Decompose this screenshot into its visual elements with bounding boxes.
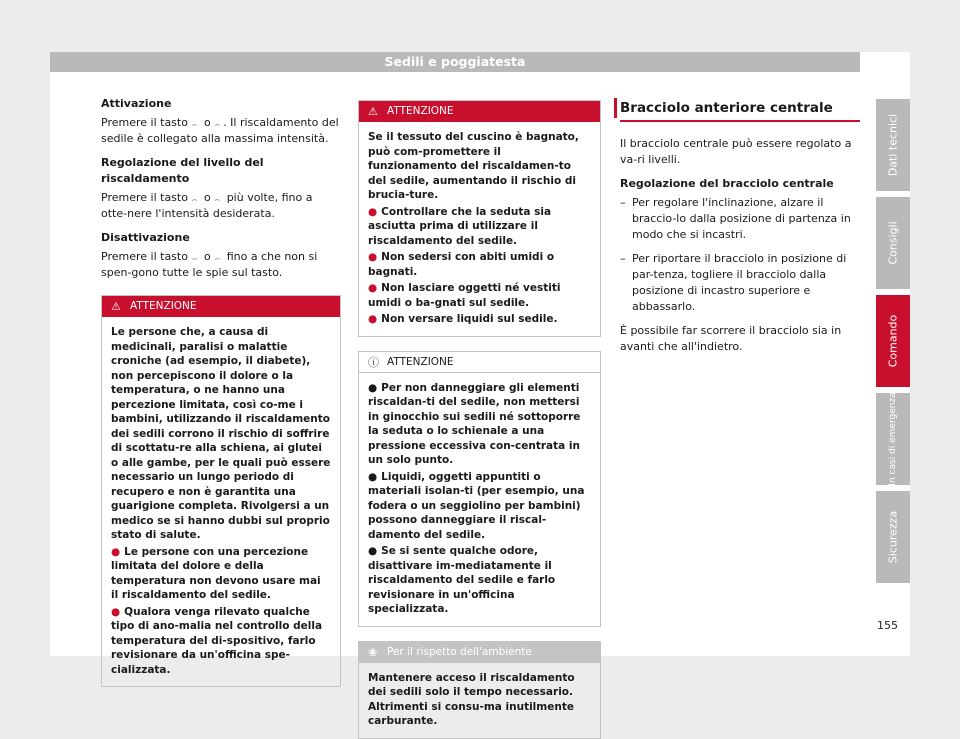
paragraph-activation: Premere il tasto ⌢ o ⌢ . Il riscaldamento del sedile è collegato alla massima intensità.: [101, 116, 339, 145]
seat-heat-right-icon: ⌢: [214, 254, 221, 264]
notice-box: [358, 351, 601, 627]
paragraph-level: Premere il tasto ⌢ o ⌢ più volte, fino a otte-nere l'intensità desiderata.: [101, 191, 313, 220]
bullet-icon: ●: [111, 605, 121, 618]
environment-header: ❀ Per il rispetto dell'ambiente: [359, 642, 600, 663]
page-number: 155: [877, 619, 898, 632]
heading-adjustment: Regolazione del bracciolo centrale: [620, 177, 834, 190]
paragraph-slide: È possibile far scorrere il bracciolo sia in avanti che all'indietro.: [620, 324, 842, 353]
seat-heat-right-icon: ⌢: [214, 120, 221, 130]
bullet-icon: ●: [111, 545, 121, 558]
list-item: ● Se si sente qualche odore, disattivare im-mediatamente il riscaldamento del sedile e farlo revisionare in un'officina specializzata.: [368, 545, 556, 615]
leaf-icon: ❀: [368, 645, 378, 659]
warning-box: [358, 100, 601, 337]
list-item: ● Non versare liquidi sul sedile.: [368, 313, 558, 325]
exclamation-circle-icon: ⓘ: [368, 355, 379, 369]
list-item: ● Non sedersi con abiti umidi o bagnati.: [368, 251, 555, 278]
warning-body: Le persone che, a causa di medicinali, paralisi o malattie croniche (ad esempio, il diabete), non percepiscono il dolore o la temperatura, o ne hanno una percezione limitata, così co-me i bambini, utilizzando il riscaldamento dei sedili corrono il rischio di soffrire di scottatu-re alla schiena, ai glutei o alle gambe, per le quali può essere necessario un lungo periodo di recupero e non è garantita una guarigione completa. Rivolgersi a un medico se si hanno dubbi sul proprio stato di salute. ● Le persone con una percezione limitata del dolore e della temperatura non devono usare mai il riscaldamento del sedile. ● Qualora venga rilevato qualche tipo di ano-malia nel controllo della temperatura del di-spositivo, farlo revisionare da un'officina spe-cializzata.: [111, 326, 331, 676]
list-item: – Per regolare l'inclinazione, alzare il braccio-lo dalla posizione di partenza in modo che si incastri.: [620, 196, 851, 241]
tab-dati-tecnici[interactable]: Dati tecnici: [876, 99, 910, 191]
tab-comando[interactable]: Comando: [876, 295, 910, 387]
column-left: [101, 96, 341, 687]
tab-sicurezza[interactable]: Sicurezza: [876, 491, 910, 583]
page-header: Sedili e poggiatesta: [50, 52, 860, 72]
warning-triangle-icon: ⚠: [111, 300, 121, 313]
column-right: [620, 96, 860, 363]
notice-body: [359, 373, 600, 626]
warning-header: ⚠ ATTENZIONE: [102, 296, 340, 317]
seat-heat-left-icon: ⌢: [191, 254, 198, 264]
list-item: ● Qualora venga rilevato qualche tipo di ano-malia nel controllo della temperatura del di-spositivo, farlo revisionare da un'officina spe-cializzata.: [111, 605, 323, 676]
warning-triangle-icon: ⚠: [368, 105, 378, 118]
list-item: ● Controllare che la seduta sia asciutta prima di utilizzare il riscaldamento del sedile.: [368, 205, 552, 247]
bullet-icon: ●: [368, 470, 378, 483]
warning-box: [101, 295, 341, 687]
bullet-icon: ●: [368, 205, 378, 218]
column-middle: [358, 100, 601, 739]
bullet-icon: ●: [368, 282, 378, 294]
bullet-icon: ●: [368, 251, 378, 263]
heading-level: Regolazione del livello del riscaldamento: [101, 156, 264, 185]
notice-header: ⓘ ATTENZIONE: [359, 352, 600, 373]
paragraph-deactivation: Premere il tasto ⌢ o ⌢ fino a che non si spen-gono tutte le spie sul tasto.: [101, 250, 318, 279]
list-item: ● Non lasciare oggetti né vestiti umidi o ba-gnati sul sedile.: [368, 282, 561, 309]
paragraph-intro: Il bracciolo centrale può essere regolato a va-ri livelli.: [620, 137, 852, 166]
bullet-icon: ●: [368, 381, 378, 394]
seat-heat-left-icon: ⌢: [191, 120, 198, 130]
environment-box: [358, 641, 601, 739]
bullet-icon: ●: [368, 313, 378, 325]
heading-activation: Attivazione: [101, 97, 172, 110]
heading-deactivation: Disattivazione: [101, 231, 190, 244]
tab-consigli[interactable]: Consigli: [876, 197, 910, 289]
seat-heat-right-icon: ⌢: [214, 195, 221, 205]
list-item: ● Le persone con una percezione limitata del dolore e della temperatura non devono usare mai il riscaldamento del sedile.: [111, 545, 321, 601]
list-item: ● Per non danneggiare gli elementi riscaldan-ti del sedile, non mettersi in ginocchio sui sedili né sottoporre la seduta o lo schienale a una pressione eccessiva con-centrata in un solo punto.: [368, 381, 581, 466]
tab-emergenza[interactable]: In casi di emergenza: [876, 393, 910, 485]
section-title: Bracciolo anteriore centrale: [620, 96, 860, 122]
list-item: ● Liquidi, oggetti appuntiti o materiali isolan-ti (per esempio, una fodera o un seggiolino per bambini) possono danneggiare il riscal-damento del sedile.: [368, 470, 585, 541]
seat-heat-left-icon: ⌢: [191, 195, 198, 205]
warning-body: Se il tessuto del cuscino è bagnato, può com-promettere il funzionamento del riscaldamen-to del sedile, aumentando il rischio di brucia-ture. ● Controllare che la seduta sia asciutta prima di utilizzare il riscaldamento del sedile. ● Non sedersi con abiti umidi o bagnati. ● Non lasciare oggetti né vestiti umidi o ba-gnati sul sedile. ● Non versare liquidi sul sedile.: [359, 122, 600, 336]
warning-header: ⚠ ATTENZIONE: [359, 101, 600, 122]
list-item: – Per riportare il bracciolo in posizione di par-tenza, togliere il bracciolo dalla posizione di incastro superiore e abbassarlo.: [620, 252, 847, 313]
environment-body: Mantenere acceso il riscaldamento dei sedili solo il tempo necessario. Altrimenti si consu-ma inutilmente carburante.: [368, 671, 575, 727]
bullet-icon: ●: [368, 545, 378, 557]
